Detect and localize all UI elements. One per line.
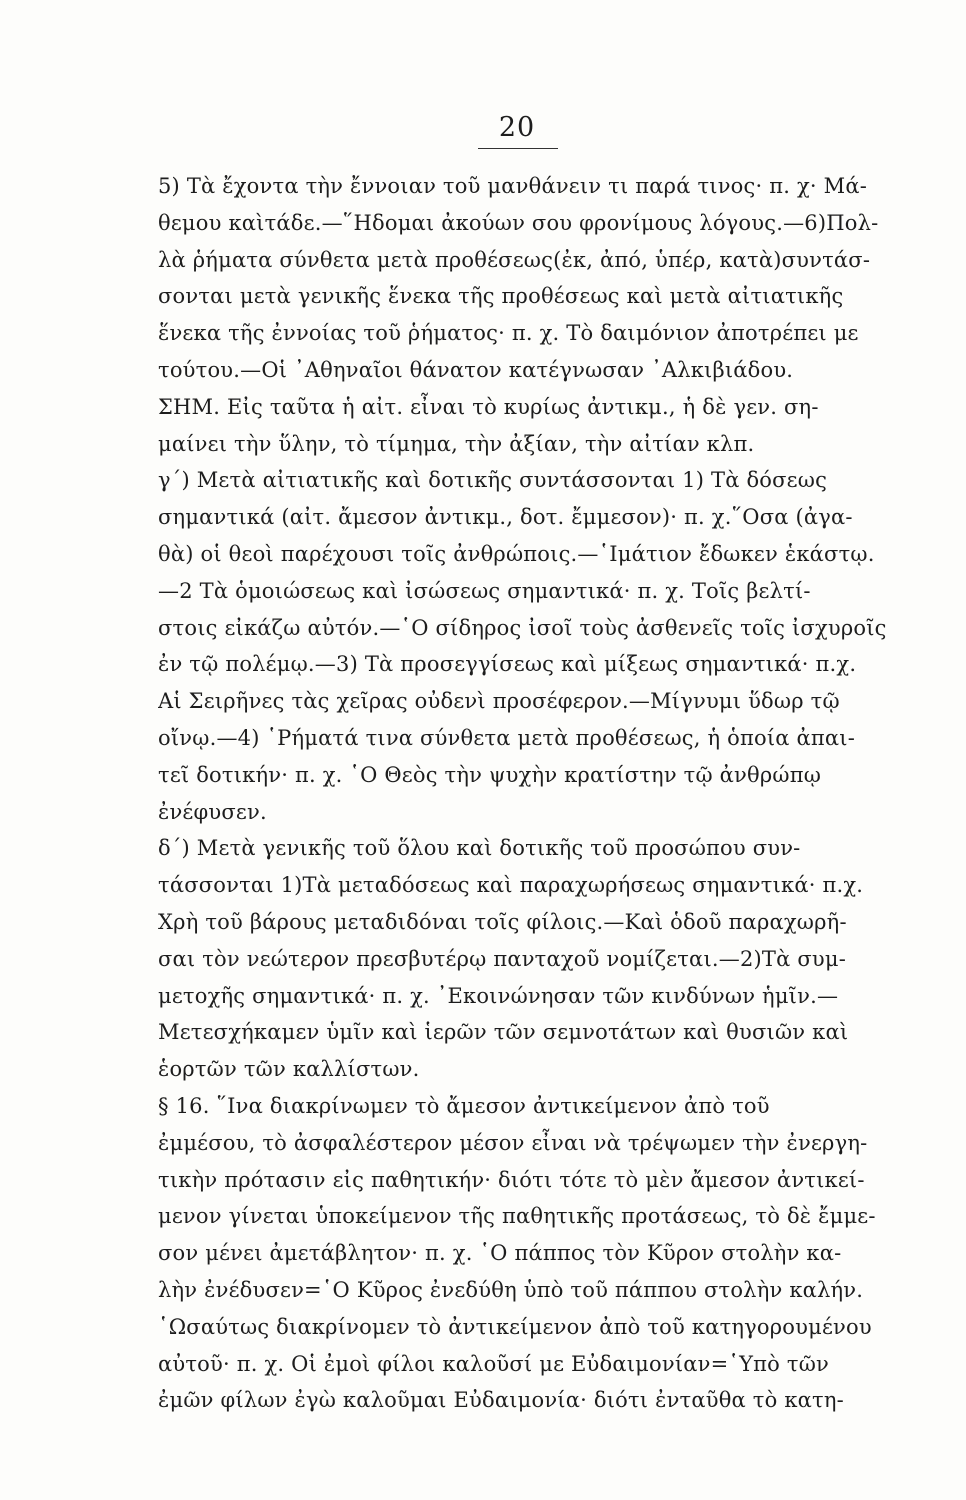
text-line: δ΄) Μετὰ γενικῆς τοῦ ὅλου καὶ δοτικῆς τοῦ προσώπου συν- [158,836,801,861]
text-line: αὐτοῦ· π. χ. Οἱ ἐμοὶ φίλοι καλοῦσί με Εὐδαιμονίαν=῾Υπὸ τῶν [158,1351,829,1376]
text-line: λὴν ἐνέδυσεν=῾Ο Κῦρος ἐνεδύθη ὑπὸ τοῦ πάππου στολὴν καλήν. [158,1277,864,1302]
text-line: μενον γίνεται ὑποκείμενον τῆς παθητικῆς προτάσεως, τὸ δὲ ἔμμε- [158,1204,876,1229]
text-line: ΣΗΜ. Εἰς ταῦτα ἡ αἰτ. εἶναι τὸ κυρίως ἀντικμ., ἡ δὲ γεν. ση- [158,394,819,419]
text-line: γ΄) Μετὰ αἰτιατικῆς καὶ δοτικῆς συντάσσονται 1) Τὰ δόσεως [158,468,828,493]
text-line: Μετεσχήκαμεν ὑμῖν καὶ ἱερῶν τῶν σεμνοτάτων καὶ θυσιῶν καὶ [158,1020,849,1045]
text-line: μετοχῆς σημαντικά· π. χ. ᾿Εκοινώνησαν τῶν κινδύνων ἡμῖν.— [158,983,839,1008]
text-line: ἑορτῶν τῶν καλλίστων. [158,1057,420,1082]
text-line: στοις εἰκάζω αὐτόν.—῾Ο σίδηρος ἰσοῖ τοὺς ἀσθενεῖς τοῖς ἰσχυροῖς [158,615,887,640]
text-line: σον μένει ἀμετάβλητον· π. χ. ῾Ο πάππος τὸν Κῦρον στολὴν κα- [158,1241,842,1266]
text-line: ἐμῶν φίλων ἐγὼ καλοῦμαι Εὐδαιμονία· διότι ἐνταῦθα τὸ κατη- [158,1388,844,1413]
text-line: τικὴν πρότασιν εἰς παθητικήν· διότι τότε τὸ μὲν ἄμεσον ἀντικεί- [158,1167,865,1192]
text-line: ἕνεκα τῆς ἐννοίας τοῦ ῥήματος· π. χ. Τὸ δαιμόνιον ἀποτρέπει με [158,321,859,346]
text-line: μαίνει τὴν ὕλην, τὸ τίμημα, τὴν ἀξίαν, τὴν αἰτίαν κλπ. [158,431,755,456]
text-line: τούτου.—Οἱ ᾿Αθηναῖοι θάνατον κατέγνωσαν ᾿Αλκιβιάδου. [158,357,794,382]
page-number-rule [478,148,558,149]
text-line: Χρὴ τοῦ βάρους μεταδιδόναι τοῖς φίλοις.—Καὶ ὁδοῦ παραχωρῆ- [158,909,847,934]
text-line: τεῖ δοτικήν· π. χ. ῾Ο Θεὸς τὴν ψυχὴν κρατίστην τῷ ἀνθρώπῳ [158,762,822,787]
text-line: λὰ ῥήματα σύνθετα μετὰ προθέσεως(ἐκ, ἀπό, ὑπέρ, κατὰ)συντάσ- [158,247,871,272]
text-line: ἐνέφυσεν. [158,799,267,824]
text-line: ἐν τῷ πολέμῳ.—3) Τὰ προσεγγίσεως καὶ μίξεως σημαντικά· π.χ. [158,652,857,677]
text-line: οἴνῳ.—4) ῾Ρήματά τινα σύνθετα μετὰ προθέσεως, ἡ ὁποία ἀπαι- [158,725,856,750]
text-line: σονται μετὰ γενικῆς ἕνεκα τῆς προθέσεως καὶ μετὰ αἰτιατικῆς [158,284,844,309]
text-line: θεμου καὶτάδε.—῞Ηδομαι ἀκούων σου φρονίμους λόγους.—6)Πολ- [158,210,879,235]
text-line: ἐμμέσου, τὸ ἀσφαλέστερον μέσον εἶναι νὰ τρέψωμεν τὴν ἐνεργη- [158,1130,868,1155]
text-line: —2 Τὰ ὁμοιώσεως καὶ ἰσώσεως σημαντικά· π. χ. Τοῖς βελτί- [158,578,811,603]
text-line: σημαντικά (αἰτ. ἄμεσον ἀντικμ., δοτ. ἔμμεσον)· π. χ.῞Οσα (ἀγα- [158,505,853,530]
page-number: 20 [498,112,536,143]
text-line: θὰ) οἱ θεοὶ παρέχουσι τοῖς ἀνθρώποις.—῾Ιμάτιον ἔδωκεν ἑκάστῳ. [158,541,875,566]
text-line: σαι τὸν νεώτερον πρεσβυτέρῳ πανταχοῦ νομίζεται.—2)Τὰ συμ- [158,946,847,971]
text-line: τάσσονται 1)Τὰ μεταδόσεως καὶ παραχωρήσεως σημαντικά· π.χ. [158,873,864,898]
text-line: 5) Τὰ ἔχοντα τὴν ἔννοιαν τοῦ μανθάνειν τι παρά τινος· π. χ· Μά- [158,174,868,198]
text-line: § 16. ῞Ινα διακρίνωμεν τὸ ἄμεσον ἀντικείμενον ἀπὸ τοῦ [158,1093,770,1118]
text-line: Αἱ Σειρῆνες τὰς χεῖρας οὐδενὶ προσέφερον.—Μίγνυμι ὕδωρ τῷ [158,689,840,714]
body-text [158,168,898,1419]
text-line: ῾Ωσαύτως διακρίνομεν τὸ ἀντικείμενον ἀπὸ τοῦ κατηγορουμένου [158,1314,872,1339]
